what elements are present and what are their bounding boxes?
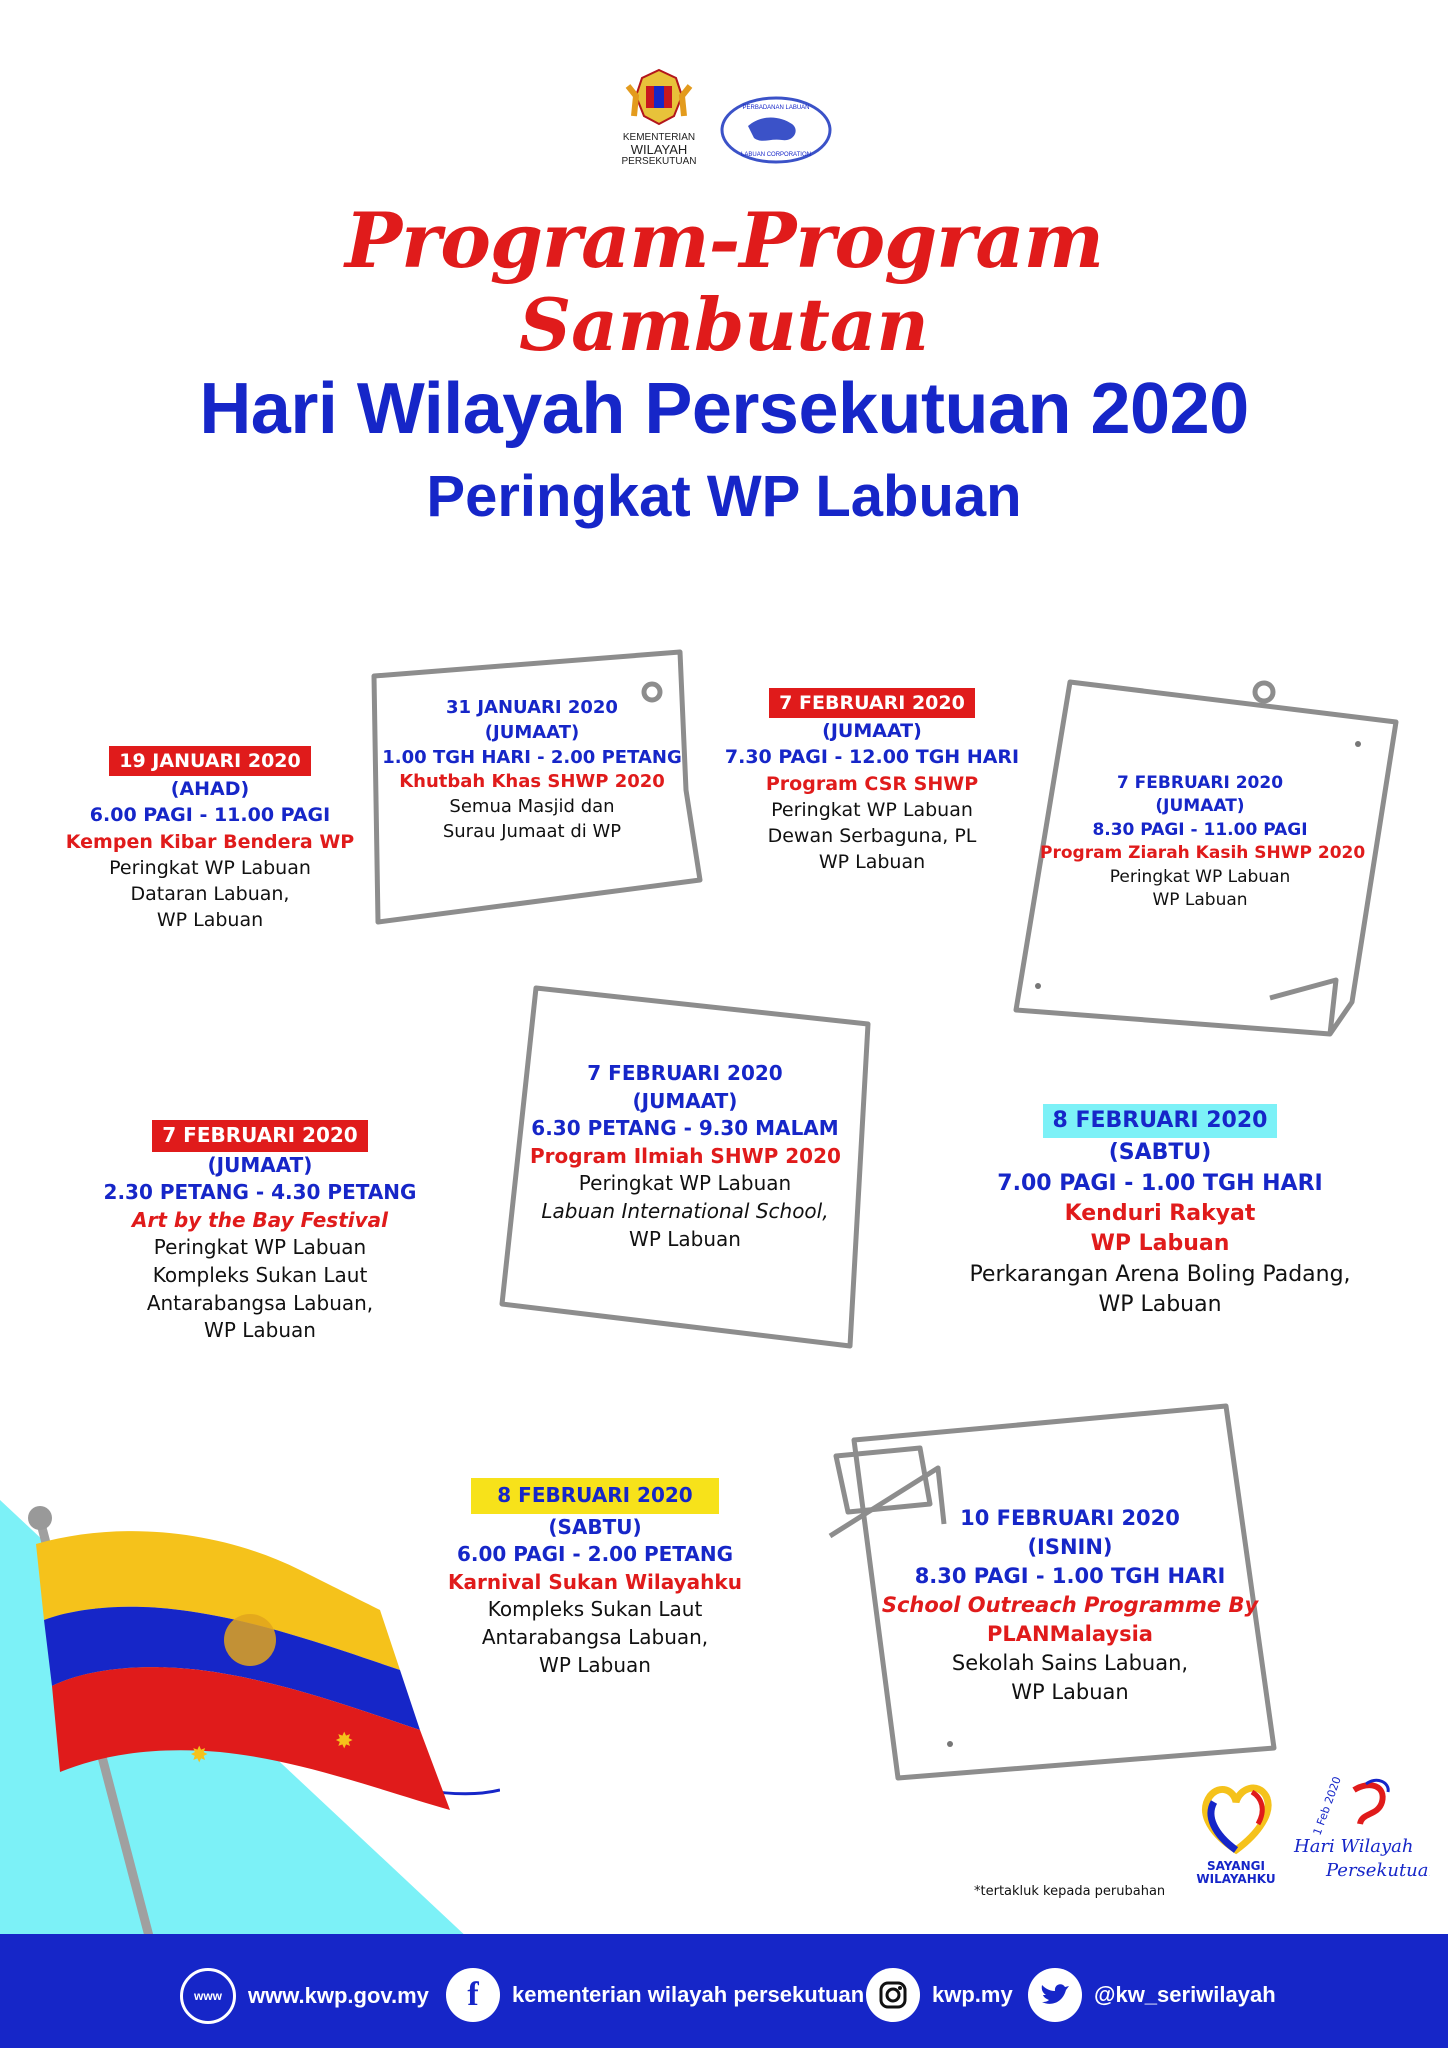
- event-program: Karnival Sukan Wilayahku: [448, 1569, 742, 1594]
- event-detail: WP Labuan: [818, 851, 926, 874]
- event-detail: Dewan Serbaguna, PL: [767, 825, 977, 848]
- event-time: 6.00 PAGI - 11.00 PAGI: [89, 804, 331, 827]
- event-card: [1040, 772, 1366, 913]
- svg-text:✸: ✸: [190, 1743, 209, 1768]
- event-detail: Kompleks Sukan Laut: [152, 1262, 368, 1287]
- twitter-icon: [1028, 1968, 1082, 2022]
- event-day: (JUMAAT): [484, 721, 580, 743]
- event-program: Program Ziarah Kasih SHWP 2020: [1040, 843, 1366, 864]
- footer-facebook[interactable]: [446, 1968, 864, 2022]
- ministry-name-line: WILAYAH: [630, 142, 688, 157]
- event-detail: WP Labuan: [204, 1318, 316, 1343]
- hari-wilayah-logo: [1290, 1776, 1430, 1890]
- coat-of-arms-icon: [624, 66, 694, 128]
- event-detail: Sekolah Sains Labuan,: [951, 1650, 1189, 1675]
- hwp-line2: Persekutuan: [1326, 1860, 1430, 1881]
- svg-text:✸: ✸: [335, 1729, 354, 1754]
- event-detail: Peringkat WP Labuan: [109, 856, 311, 879]
- event-program: Kempen Kibar Bendera WP: [65, 830, 355, 853]
- event-time: 6.00 PAGI - 2.00 PETANG: [456, 1542, 734, 1567]
- event-time: 7.00 PAGI - 1.00 TGH HARI: [997, 1170, 1323, 1196]
- event-detail: Peringkat WP Labuan: [771, 798, 973, 821]
- event-detail: Surau Jumaat di WP: [442, 821, 622, 843]
- sayangi-wilayahku-logo: [1196, 1780, 1276, 1886]
- ministry-name-line: KEMENTERIAN: [622, 132, 696, 143]
- event-detail: WP Labuan: [1011, 1679, 1129, 1704]
- sayangi-text: SAYANGI: [1207, 1859, 1265, 1873]
- event-program: Program CSR SHWP: [765, 772, 979, 795]
- event-date: 7 FEBRUARI 2020: [769, 688, 975, 718]
- footer-bar: [0, 1934, 1448, 2048]
- event-time: 8.30 PAGI - 11.00 PAGI: [1092, 819, 1308, 840]
- event-day: (JUMAAT): [207, 1152, 313, 1177]
- event-date: 31 JANUARI 2020: [446, 697, 618, 718]
- event-program: Program Ilmiah SHWP 2020: [530, 1143, 841, 1168]
- event-detail: WP Labuan: [1152, 890, 1248, 911]
- event-time: 8.30 PAGI - 1.00 TGH HARI: [914, 1563, 1226, 1588]
- event-card: [870, 1504, 1270, 1707]
- event-date: 8 FEBRUARI 2020: [471, 1478, 718, 1514]
- event-day: (JUMAAT): [822, 720, 922, 743]
- ministry-logo: [612, 66, 706, 167]
- event-detail: Peringkat WP Labuan: [578, 1171, 792, 1196]
- event-day: (AHAD): [170, 778, 250, 801]
- event-detail: Kompleks Sukan Laut: [487, 1597, 703, 1622]
- event-program: PLANMalaysia: [987, 1621, 1153, 1646]
- event-detail: Semua Masjid dan: [449, 796, 615, 818]
- event-date: 7 FEBRUARI 2020: [587, 1061, 783, 1085]
- ministry-name-line: PERSEKUTUAN: [621, 156, 697, 167]
- event-card: [530, 1060, 840, 1253]
- event-time: 6.30 PETANG - 9.30 MALAM: [531, 1116, 839, 1141]
- event-card: [950, 1104, 1370, 1321]
- event-time: 1.00 TGH HARI - 2.00 PETANG: [382, 746, 682, 768]
- event-day: (JUMAAT): [1155, 796, 1245, 817]
- event-date: 19 JANUARI 2020: [109, 746, 310, 776]
- event-date: 7 FEBRUARI 2020: [152, 1120, 367, 1152]
- disclaimer-note: *tertakluk kepada perubahan: [974, 1884, 1166, 1899]
- event-date: 10 FEBRUARI 2020: [960, 1506, 1180, 1530]
- event-time: 2.30 PETANG - 4.30 PETANG: [103, 1180, 417, 1205]
- script-heading-line2: Sambutan: [519, 282, 929, 367]
- event-program: Art by the Bay Festival: [131, 1207, 388, 1232]
- facebook-icon: f: [446, 1968, 500, 2022]
- event-card: [90, 1120, 430, 1345]
- event-program: Khutbah Khas SHWP 2020: [399, 771, 665, 793]
- event-day: (SABTU): [1108, 1140, 1212, 1166]
- facebook-link[interactable]: kementerian wilayah persekutuan: [512, 1982, 865, 2007]
- event-detail: WP Labuan: [1098, 1292, 1222, 1318]
- footer-twitter[interactable]: [1028, 1968, 1276, 2022]
- corp-top-text: PERBADANAN LABUAN: [742, 105, 810, 111]
- event-card: [722, 688, 1022, 876]
- event-card: [382, 696, 682, 845]
- event-detail: Labuan International School,: [541, 1198, 829, 1223]
- event-detail: Peringkat WP Labuan: [1109, 866, 1291, 887]
- script-heading-line1: Program-Program: [345, 196, 1103, 285]
- hwp-date-text: 1 Feb 2020: [1310, 1776, 1344, 1838]
- event-day: (SABTU): [548, 1514, 642, 1539]
- event-detail: Perkarangan Arena Boling Padang,: [969, 1261, 1351, 1287]
- footer-instagram[interactable]: [866, 1968, 1013, 2022]
- event-program: School Outreach Programme By: [881, 1592, 1259, 1617]
- event-detail: Dataran Labuan,: [130, 883, 290, 906]
- event-card: [60, 746, 360, 934]
- event-day: (JUMAAT): [632, 1088, 738, 1113]
- footer-website[interactable]: [180, 1968, 429, 2024]
- flag-illustration: [0, 1490, 500, 1940]
- event-date: 8 FEBRUARI 2020: [1043, 1104, 1278, 1138]
- event-card: [430, 1478, 760, 1679]
- event-program: Kenduri Rakyat: [1064, 1201, 1256, 1227]
- event-detail: Antarabangsa Labuan,: [481, 1624, 709, 1649]
- event-day: (ISNIN): [1027, 1534, 1113, 1559]
- event-detail: Antarabangsa Labuan,: [146, 1290, 374, 1315]
- event-detail: Peringkat WP Labuan: [153, 1235, 367, 1260]
- sayangi-text: WILAYAHKU: [1196, 1872, 1276, 1886]
- event-detail: WP Labuan: [156, 909, 264, 932]
- event-date: 7 FEBRUARI 2020: [1116, 773, 1284, 793]
- page-title: Hari Wilayah Persekutuan 2020: [199, 369, 1249, 449]
- website-link[interactable]: www.kwp.gov.my: [248, 1983, 429, 2008]
- event-time: 7.30 PAGI - 12.00 TGH HARI: [724, 746, 1020, 769]
- heart-icon: [1196, 1780, 1276, 1856]
- instagram-link[interactable]: kwp.my: [932, 1982, 1013, 2007]
- hwp-line1: Hari Wilayah: [1294, 1836, 1414, 1857]
- labuan-corporation-logo: [718, 94, 834, 170]
- globe-icon: www: [180, 1968, 236, 2024]
- event-detail: WP Labuan: [629, 1226, 741, 1251]
- instagram-icon: [866, 1968, 920, 2022]
- page-subtitle: Peringkat WP Labuan: [426, 464, 1022, 529]
- event-detail: WP Labuan: [539, 1652, 651, 1677]
- event-program: WP Labuan: [1090, 1231, 1230, 1257]
- corp-bottom-text: LABUAN CORPORATION: [741, 152, 811, 158]
- twitter-link[interactable]: @kw_seriwilayah: [1094, 1982, 1276, 2007]
